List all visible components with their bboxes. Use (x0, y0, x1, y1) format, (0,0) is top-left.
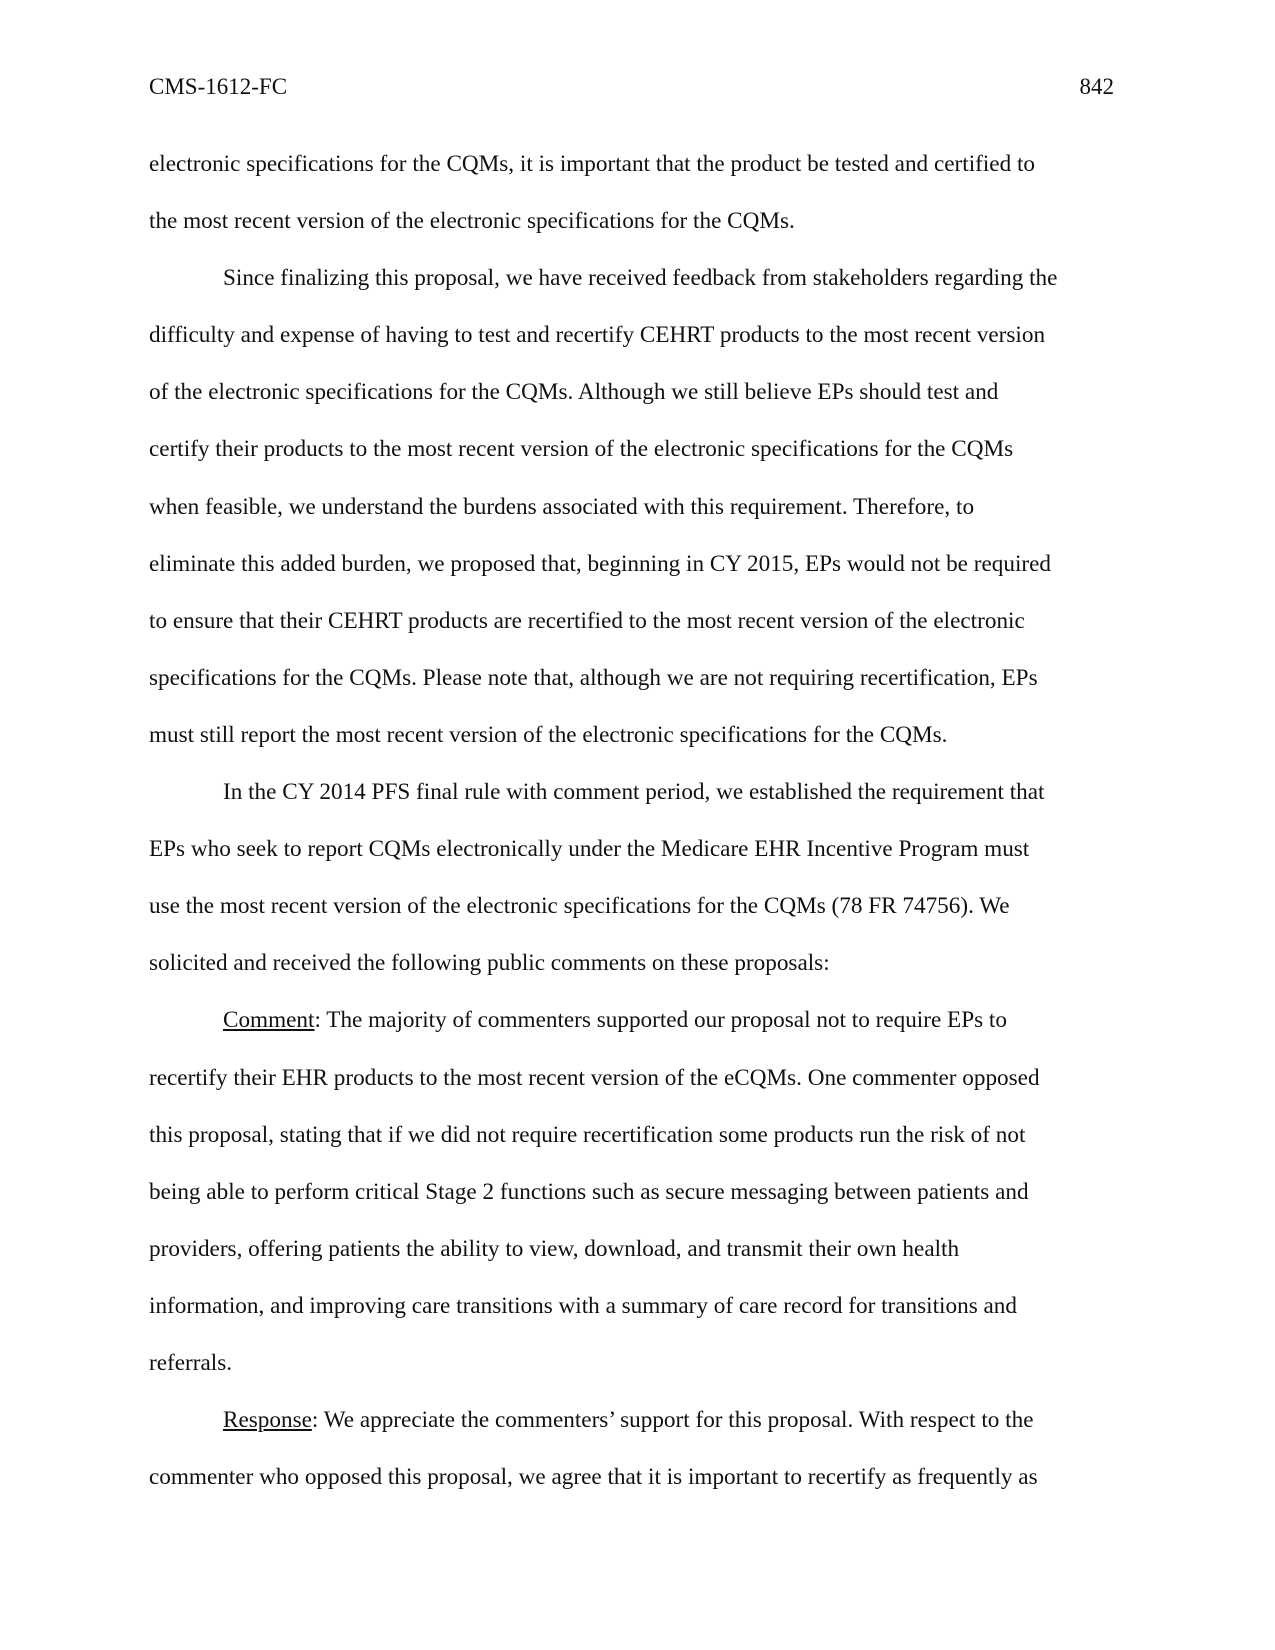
response-line (149, 1392, 1121, 1449)
text-line: commenter who opposed this proposal, we agree that it is important to recertify as frequently as (149, 1464, 1038, 1491)
text-line: EPs who seek to report CQMs electronically under the Medicare EHR Incentive Program must (149, 836, 1030, 863)
text-line: must still report the most recent version of the electronic specifications for the CQMs. (149, 721, 948, 748)
text-line: electronic specifications for the CQMs, it is important that the product be tested and certified to (149, 151, 1036, 177)
text-line: the most recent version of the electronic specifications for the CQMs. (149, 208, 795, 235)
page-header (149, 72, 1114, 102)
document-id: CMS-1612-FC (149, 74, 288, 99)
text-line: use the most recent version of the electronic specifications for the CQMs (78 FR 74756). We (149, 893, 1010, 920)
response-label: Response (223, 1407, 312, 1434)
response-text: : We appreciate the commenters’ support for this proposal. With respect to the (311, 1407, 1034, 1434)
text-line: eliminate this added burden, we proposed that, beginning in CY 2015, EPs would not be required (149, 550, 1052, 577)
text-line: difficulty and expense of having to test and recertify CEHRT products to the most recent version (149, 322, 1046, 349)
comment-label: Comment (223, 1007, 315, 1034)
document-body (149, 136, 1121, 1506)
text-line: this proposal, stating that if we did not require recertification some products run the risk of not (149, 1121, 1026, 1148)
text-line: solicited and received the following public comments on these proposals: (149, 950, 830, 977)
text-line: certify their products to the most recent version of the electronic specifications for the CQMs (149, 436, 1014, 463)
text-line: being able to perform critical Stage 2 functions such as secure messaging between patients and (149, 1178, 1029, 1205)
text-line: providers, offering patients the ability to view, download, and transmit their own health (149, 1235, 960, 1262)
comment-text: : The majority of commenters supported our proposal not to require EPs to (314, 1007, 1007, 1034)
text-line: Since finalizing this proposal, we have received feedback from stakeholders regarding the (223, 265, 1058, 292)
text-line: recertify their EHR products to the most recent version of the eCQMs. One commenter opposed (149, 1064, 1040, 1091)
text-line: In the CY 2014 PFS final rule with comment period, we established the requirement that (223, 779, 1045, 806)
text-line: referrals. (149, 1349, 233, 1376)
text-line: when feasible, we understand the burdens associated with this requirement. Therefore, to (149, 493, 975, 520)
text-line: specifications for the CQMs. Please note that, although we are not requiring recertification, EPs (149, 664, 1038, 691)
comment-line (149, 992, 1121, 1049)
text-line: information, and improving care transitions with a summary of care record for transitions and (149, 1292, 1017, 1319)
text-line: of the electronic specifications for the CQMs. Although we still believe EPs should test and (149, 379, 999, 406)
page-number: 842 (1079, 74, 1114, 99)
text-line: to ensure that their CEHRT products are recertified to the most recent version of the electronic (149, 607, 1025, 634)
